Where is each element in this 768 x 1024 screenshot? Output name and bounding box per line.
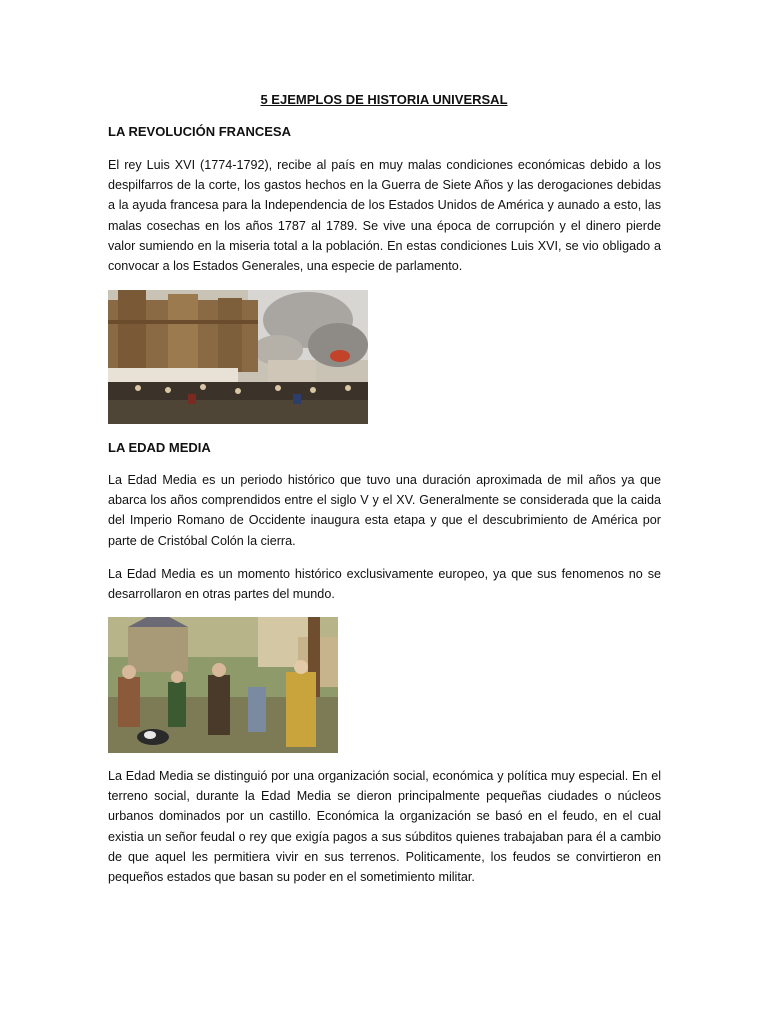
document-title: 5 EJEMPLOS DE HISTORIA UNIVERSAL	[260, 92, 508, 107]
bastille-painting	[108, 290, 368, 424]
paragraph-edad-media-3: La Edad Media se distinguió por una organización social, económica y política muy especial. En el terreno social, durante la Edad Media se dieron principalmente pequeñas ciudades o núcleos urbanos dominados por un castillo. Económica la organización se basó en el feudo, en el cual existia un señor feudal o rey que exigía pagos a sus súbditos quienes trabajaban para él a cambio de que aquel les permitiera vivir en sus terrenos. Politicamente, los feudos se convirtieron en pequeños estados que basan su poder en el sometimiento militar.	[108, 769, 661, 885]
paragraph-edad-media-1: La Edad Media es un periodo histórico que tuvo una duración aproximada de mil años ya que abarca los años comprendidos entre el siglo V y el XV. Generalmente se considerada que la caida del Imperio Romano de Occidente inaugura esta etapa y que el descubrimiento de América por parte de Cristóbal Colón la cierra.	[108, 473, 661, 548]
section-heading-revolucion: LA REVOLUCIÓN FRANCESA	[108, 124, 291, 139]
paragraph-edad-media-2: La Edad Media es un momento histórico exclusivamente europeo, ya que sus fenomenos no se desarrollaron en otras partes del mundo.	[108, 567, 661, 602]
medieval-painting	[108, 617, 338, 753]
paragraph-revolucion: El rey Luis XVI (1774-1792), recibe al país en muy malas condiciones económicas debido a los despilfarros de la corte, los gastos hechos en la Guerra de Siete Años y las derogaciones debidas a la ayuda francesa para la Independencia de los Estados Unidos de América y aunado a esto, las malas cosechas en los años 1787 al 1789. Se vive una época de corrupción y el dinero pierde valor sumiendo en la miseria total a la población. En estas condiciones Luis XVI, se vio obligado a convocar a los Estados Generales, una especie de parlamento.	[108, 158, 661, 274]
section-heading-edad-media: LA EDAD MEDIA	[108, 440, 211, 455]
